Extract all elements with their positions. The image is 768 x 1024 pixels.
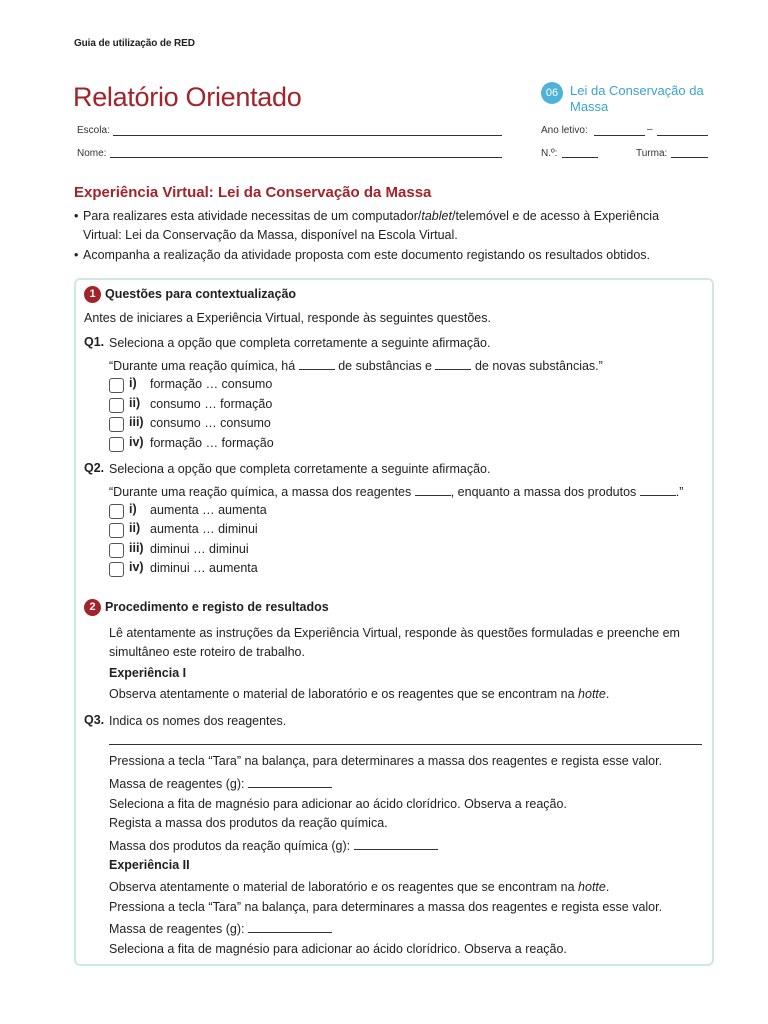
class-field[interactable] [671, 157, 708, 158]
q2-option-iii-text: diminui … diminui [150, 542, 249, 556]
q1-blank-1[interactable] [299, 357, 335, 370]
experience-2-observe [109, 879, 609, 895]
q2-option-i-text: aumenta … aumenta [150, 503, 267, 517]
mass-products-field[interactable] [354, 837, 438, 850]
q1-option-i-checkbox[interactable] [109, 378, 124, 393]
intro-bullet-1 [74, 207, 694, 247]
experience-2-heading: Experiência II [109, 858, 190, 872]
q3-answer-line[interactable] [109, 744, 702, 745]
section-2-intro-line-1: Lê atentamente as instruções da Experiência Virtual, responde às questões formuladas e preenche em [109, 626, 680, 640]
section-1-title: Questões para contextualização [105, 287, 297, 301]
section-2-title: Procedimento e registo de resultados [105, 600, 329, 614]
q2-option-i-checkbox[interactable] [109, 504, 124, 519]
q2-blank-2[interactable] [640, 483, 676, 496]
q1-option-ii-label: ii) [129, 396, 141, 410]
q3-label: Q3. [84, 713, 105, 727]
q2-statement-b: , enquanto a massa dos produtos [450, 485, 637, 499]
intro-bullet-2 [74, 246, 694, 266]
q2-statement-c: .” [675, 485, 684, 499]
q1-option-iii-label: iii) [129, 415, 144, 429]
activity-title: Lei da Conservação da Massa [570, 83, 704, 114]
experience-2-observe-text: Observa atentamente o material de laboratório e os reagentes que se encontram na [109, 880, 575, 894]
q2-option-iv-label: iv) [129, 560, 144, 574]
mass-products [109, 837, 438, 854]
q1-option-iv-label: iv) [129, 435, 144, 449]
mass-reagents-2-field[interactable] [248, 920, 332, 933]
q3-text: Indica os nomes dos reagentes. [109, 714, 287, 728]
bullet-1-italic: tablet [421, 209, 452, 223]
experience-1-heading: Experiência I [109, 666, 187, 680]
experience-1-observe-text: Observa atentamente o material de laboratório e os reagentes que se encontram na [109, 687, 575, 701]
q1-option-iii-checkbox[interactable] [109, 417, 124, 432]
tara-instruction-1: Pressiona a tecla “Tara” na balança, para determinares a massa dos reagentes e regista esse valor. [109, 754, 663, 768]
q1-blank-2[interactable] [435, 357, 471, 370]
q2-option-iv-text: diminui … aumenta [150, 561, 258, 575]
bullet-text [83, 207, 693, 245]
q1-statement-c: de novas substâncias.” [474, 359, 603, 373]
section-1-number: 1 [84, 286, 101, 303]
mass-reagents-2 [109, 920, 332, 937]
q1-option-iii-text: consumo … consumo [150, 416, 271, 430]
q1-option-iv-text: formação … formação [150, 436, 274, 450]
q2-blank-1[interactable] [415, 483, 451, 496]
experience-1-hotte: hotte [578, 687, 606, 701]
experience-2-hotte: hotte [578, 880, 606, 894]
mass-products-label: Massa dos produtos da reação química (g): [109, 839, 351, 853]
q1-option-i-label: i) [129, 376, 137, 390]
q1-option-iv-checkbox[interactable] [109, 437, 124, 452]
mass-reagents-1-field[interactable] [248, 775, 332, 788]
q1-statement [109, 357, 603, 374]
year-end-field[interactable] [657, 135, 708, 136]
q1-option-i-text: formação … consumo [150, 377, 273, 391]
bullet-1-line-2: Virtual: Lei da Conservação da Massa, disponível na Escola Virtual. [83, 228, 458, 242]
section-2-number: 2 [84, 599, 101, 616]
bullet: • [74, 209, 79, 223]
section-2-intro-line-2: simultâneo este roteiro de trabalho. [109, 645, 305, 659]
year-start-field[interactable] [594, 135, 645, 136]
guide-label: Guia de utilização de RED [74, 38, 195, 49]
tara-instruction-2: Pressiona a tecla “Tara” na balança, para determinares a massa dos reagentes e regista esse valor. [109, 900, 663, 914]
q2-option-ii-text: aumenta … diminui [150, 522, 258, 536]
q2-option-iii-label: iii) [129, 541, 144, 555]
q2-label: Q2. [84, 461, 105, 475]
year-separator: – [647, 124, 653, 135]
section-1-intro: Antes de iniciares a Experiência Virtual, responde às seguintes questões. [84, 311, 491, 325]
q2-text: Seleciona a opção que completa corretamente a seguinte afirmação. [109, 462, 491, 476]
school-field[interactable] [113, 135, 502, 136]
year-label: Ano letivo: [541, 125, 588, 136]
bullet-2-text: Acompanha a realização da atividade proposta com este documento registando os resultados obtidos. [83, 248, 651, 262]
school-label: Escola: [77, 125, 110, 136]
q2-statement [109, 483, 683, 500]
q2-statement-a: “Durante uma reação química, a massa dos reagentes [109, 485, 412, 499]
experiment-heading: Experiência Virtual: Lei da Conservação da Massa [74, 184, 432, 201]
q2-option-i-label: i) [129, 502, 137, 516]
page-title: Relatório Orientado [73, 82, 302, 112]
q1-option-ii-text: consumo … formação [150, 397, 273, 411]
register-mass: Regista a massa dos produtos da reação química. [109, 816, 388, 830]
q2-option-ii-label: ii) [129, 521, 141, 535]
select-ribbon-2: Seleciona a fita de magnésio para adicionar ao ácido clorídrico. Observa a reação. [109, 942, 567, 956]
q2-option-iv-checkbox[interactable] [109, 562, 124, 577]
q1-label: Q1. [84, 335, 105, 349]
experience-1-period: . [605, 687, 610, 701]
q1-statement-b: de substâncias e [338, 359, 432, 373]
bullet: • [74, 248, 79, 262]
name-field[interactable] [110, 157, 502, 158]
activity-number-badge: 06 [541, 82, 563, 104]
experience-1-observe [109, 686, 609, 702]
name-label: Nome: [77, 148, 107, 159]
q1-statement-a: “Durante uma reação química, há [109, 359, 296, 373]
class-label: Turma: [636, 148, 668, 159]
mass-reagents-1 [109, 775, 332, 792]
q1-text: Seleciona a opção que completa corretamente a seguinte afirmação. [109, 336, 491, 350]
mass-reagents-2-label: Massa de reagentes (g): [109, 922, 245, 936]
bullet-1-text-a: Para realizares esta atividade necessitas de um computador/ [83, 209, 422, 223]
select-ribbon-1: Seleciona a fita de magnésio para adicionar ao ácido clorídrico. Observa a reação. [109, 797, 567, 811]
q2-option-iii-checkbox[interactable] [109, 543, 124, 558]
bullet-1-text-b: /telemóvel e de acesso à Experiência [451, 209, 660, 223]
q1-option-ii-checkbox[interactable] [109, 398, 124, 413]
number-field[interactable] [562, 157, 598, 158]
experience-2-period: . [605, 880, 610, 894]
number-label: N.º: [541, 148, 558, 159]
q2-option-ii-checkbox[interactable] [109, 523, 124, 538]
mass-reagents-1-label: Massa de reagentes (g): [109, 777, 245, 791]
